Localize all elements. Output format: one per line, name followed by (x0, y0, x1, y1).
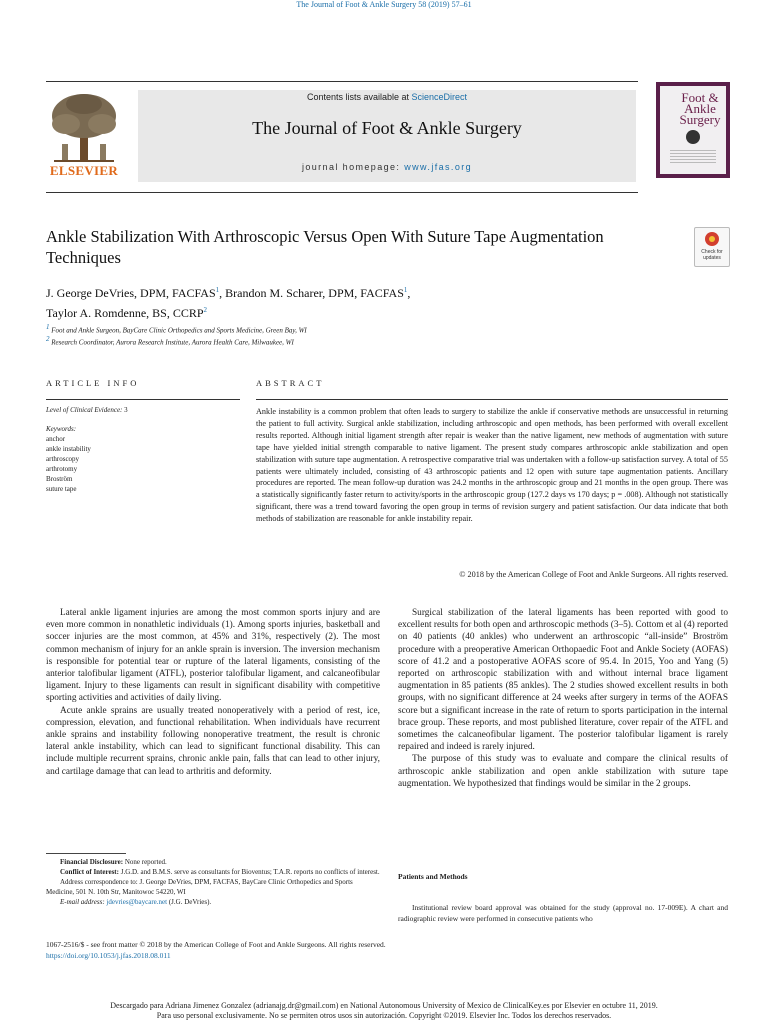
affiliation-2: $^2$ Research Coordinator, Aurora Research Institute, Aurora Health Care, Milwaukee, WI (46, 335, 294, 347)
sciencedirect-link[interactable]: ScienceDirect (411, 92, 468, 102)
abstract-text: Ankle instability is a common problem that often leads to surgery to stabilize the ankle if conservative methods are unsuccessful in returning the patient to full activity. Surgical ankle stabilization, including arthroscopic and open methods, has been performed with overall excellent results reported. Although initial ligament strength after repair is weaker than the native ligament, new methods of augmentation with suture tape have yielded initial strength comparable to native ligament. The present study compares arthroscopic ankle stabilization and open stabilization with suture tape augmentation. A retrospective comparative trial was undertaken with a follow-up satisfaction survey. A total of 55 patients were ultimately included, consisting of 43 arthroscopic patients and 12 open with suture tape augmentation patients. Ancillary procedures are reported. The mean follow-up duration was 24.2 months in the arthroscopic group and 21 months in the open group. There was a statistically significantly faster return to activity/sports in the arthroscopic group (127.2 days vs 170 days; p = .008). Although not statistically significant, there was a trend toward favoring the open group in terms of revision surgery and patient satisfaction. Our data indicate that both methods of stabilization are reasonable for ankle instability repair. (256, 407, 728, 524)
conflict-of-interest: Conflict of Interest: J.G.D. and B.M.S. serve as consultants for Bioventus; T.A.R. reports no conflicts of interest. (60, 868, 380, 876)
issn-line: 1067-2516/$ - see front matter © 2018 by the American College of Foot and Ankle Surgeons. All rights reserved. (46, 940, 386, 949)
author-name: Brandon M. Scharer, DPM, FACFAS (225, 286, 404, 300)
body-right-column (398, 607, 728, 790)
contents-line (138, 92, 636, 102)
body-paragraph: The purpose of this study was to evaluate and compare the clinical results of arthroscopic ankle stabilization and open ankle stabilization with suture tape augmentation. We hypothesized that findings would be similar in the 2 groups. (398, 754, 728, 789)
contents-prefix: Contents lists available at (306, 92, 412, 102)
author-name: Taylor A. Romdenne, BS, CCRP (46, 306, 204, 320)
journal-banner (138, 90, 636, 182)
keywords-block: Keywords: anchor ankle instability arthroscopy arthrotomy Broström suture tape (46, 425, 91, 493)
publisher-logo-text: ELSEVIER (49, 163, 119, 178)
author-affil-sup[interactable]: 2 (203, 306, 208, 314)
check-updates-icon (705, 232, 719, 246)
journal-title: The Journal of Foot & Ankle Surgery (252, 118, 522, 138)
cover-text-lines (670, 150, 716, 164)
article-title: Ankle Stabilization With Arthroscopic Versus Open With Suture Tape Augmentation Techniques (46, 227, 604, 267)
check-for-updates-button[interactable] (694, 227, 730, 267)
journal-cover-image (656, 82, 730, 178)
body-paragraph: Acute ankle sprains are usually treated nonoperatively with a period of rest, ice, compression, elevation, and functional rehabilitation. When individuals have recurrent ankle sprains and instability following nonoperative treatment, the result is chronic lateral ankle instability, which can lead to significant functional disability. This can include multiple recurrent sprains, chronic ankle pain, falls that can lead to other injury, and cartilage damage that can lead to arthritis and deformity. (46, 705, 380, 777)
article-info-heading: ARTICLE INFO (46, 378, 140, 388)
keyword: suture tape (46, 485, 77, 493)
keyword: Broström (46, 475, 73, 483)
header-rule-bottom (46, 192, 638, 193)
homepage-prefix: journal homepage: (301, 162, 405, 172)
body-left-column (46, 607, 380, 778)
header-rule-top (46, 81, 638, 82)
article-info-rule (46, 399, 240, 400)
affiliation-1: $^1$ Foot and Ankle Surgeon, BayCare Clinic Orthopedics and Sports Medicine, Green Bay, WI (46, 323, 307, 335)
homepage-link[interactable]: www.jfas.org (404, 162, 473, 172)
author-affil-sup[interactable]: 1 (403, 286, 408, 294)
doi-link[interactable]: https://doi.org/10.1053/j.jfas.2018.08.011 (46, 951, 171, 960)
abstract-rule (256, 399, 728, 400)
cover-seal-icon (686, 130, 700, 144)
abstract-heading: ABSTRACT (256, 378, 325, 388)
methods-paragraph: Institutional review board approval was obtained for the study (approval no. 17-009E). A chart and radiographic review were performed in consecutive patients who (398, 903, 728, 923)
journal-homepage (138, 162, 636, 172)
keyword: arthroscopy (46, 455, 80, 463)
footnotes (46, 857, 380, 907)
author-list: J. George DeVries, DPM, FACFAS$^1$, Brandon M. Scharer, DPM, FACFAS$^1$, Taylor A. Romdenne, BS, CCRP$^2$ (46, 286, 411, 320)
author-affil-sup[interactable]: 1 (215, 286, 220, 294)
cover-title: Foot & Ankle Surgery (679, 90, 721, 127)
keyword: arthrotomy (46, 465, 78, 473)
email-line: E-mail address: jdevries@baycare.net (J.G. DeVries). (60, 898, 212, 906)
clinical-evidence-level: Level of Clinical Evidence: 3 (46, 406, 128, 414)
download-notice: Descargado para Adriana Jimenez Gonzalez (adrianajg.dr@gmail.com) en National Autonomous University of Mexico de ClinicalKey.es por Elsevier en octubre 11, 2019. Para uso personal exclusivamente. No se permiten otros usos sin autorización. Copyright ©2019. Elsevier Inc. Todos los derechos reservados. (110, 1001, 658, 1020)
keyword: anchor (46, 435, 66, 443)
keyword: ankle instability (46, 445, 91, 453)
author-name: J. George DeVries, DPM, FACFAS (46, 286, 216, 300)
body-paragraph: Surgical stabilization of the lateral ligaments has been reported with good to excellent results for both open and arthroscopic methods (3–5). Cottom et al (4) reported on 40 patients (40 ankles) who underwent an arthroscopic “all-inside” Broström procedure with a preoperative American Orthopaedic Foot and Ankle Society (AOFAS) score of 41.2 and a postoperative AOFAS score of 95.4. In 2015, Yoo and Yang (5) reported on arthroscopic stabilization with and without internal brace ligament augmentation in 85 patients (85 ankles). The 2 studies showed excellent results in both groups, with no significant difference at 24 weeks after surgery in terms of the AOFAS score but a significant increase in the rate of return to sports participation in the internal brace group. These reports, and most published literature, cover repair of the ATFL and sometimes the calcaneofibular ligament. The posterior talofibular ligament is rarely repaired and indeed is rarely injured. (398, 608, 728, 753)
body-paragraph: Lateral ankle ligament injuries are among the most common sports injury and are even more common in nonathletic individuals (1). Among sports injuries, basketball and soccer injuries are the most common, at 45% and 31%, respectively (2). The most common mechanism of injury for an ankle sprain is inversion. The inversion mechanism is responsible for potential tear or rupture of the lateral ligaments, consisting of the anterior talofibular ligament (ATFL), posterior talofibular ligament, and calcaneofibular ligament. Injury to these ligaments can result in significant disability with competitive sporting activities and activities of daily living. (46, 608, 380, 704)
abstract-copyright: © 2018 by the American College of Foot and Ankle Surgeons. All rights reserved. (459, 570, 728, 579)
check-updates-label: Check for updates (701, 249, 723, 261)
email-link[interactable]: jdevries@baycare.net (106, 898, 168, 906)
footnote-rule (46, 853, 126, 854)
financial-disclosure: Financial Disclosure: None reported. (60, 858, 167, 866)
section-subheading: Patients and Methods (398, 872, 468, 881)
journal-citation[interactable]: The Journal of Foot & Ankle Surgery 58 (2019) 57–61 (296, 0, 472, 9)
correspondence-address: Address correspondence to: J. George DeVries, DPM, FACFAS, BayCare Clinic Orthopedics and Sports Medicine, 501 N. 10th Str, Manitowoc 54220, WI (46, 878, 353, 896)
